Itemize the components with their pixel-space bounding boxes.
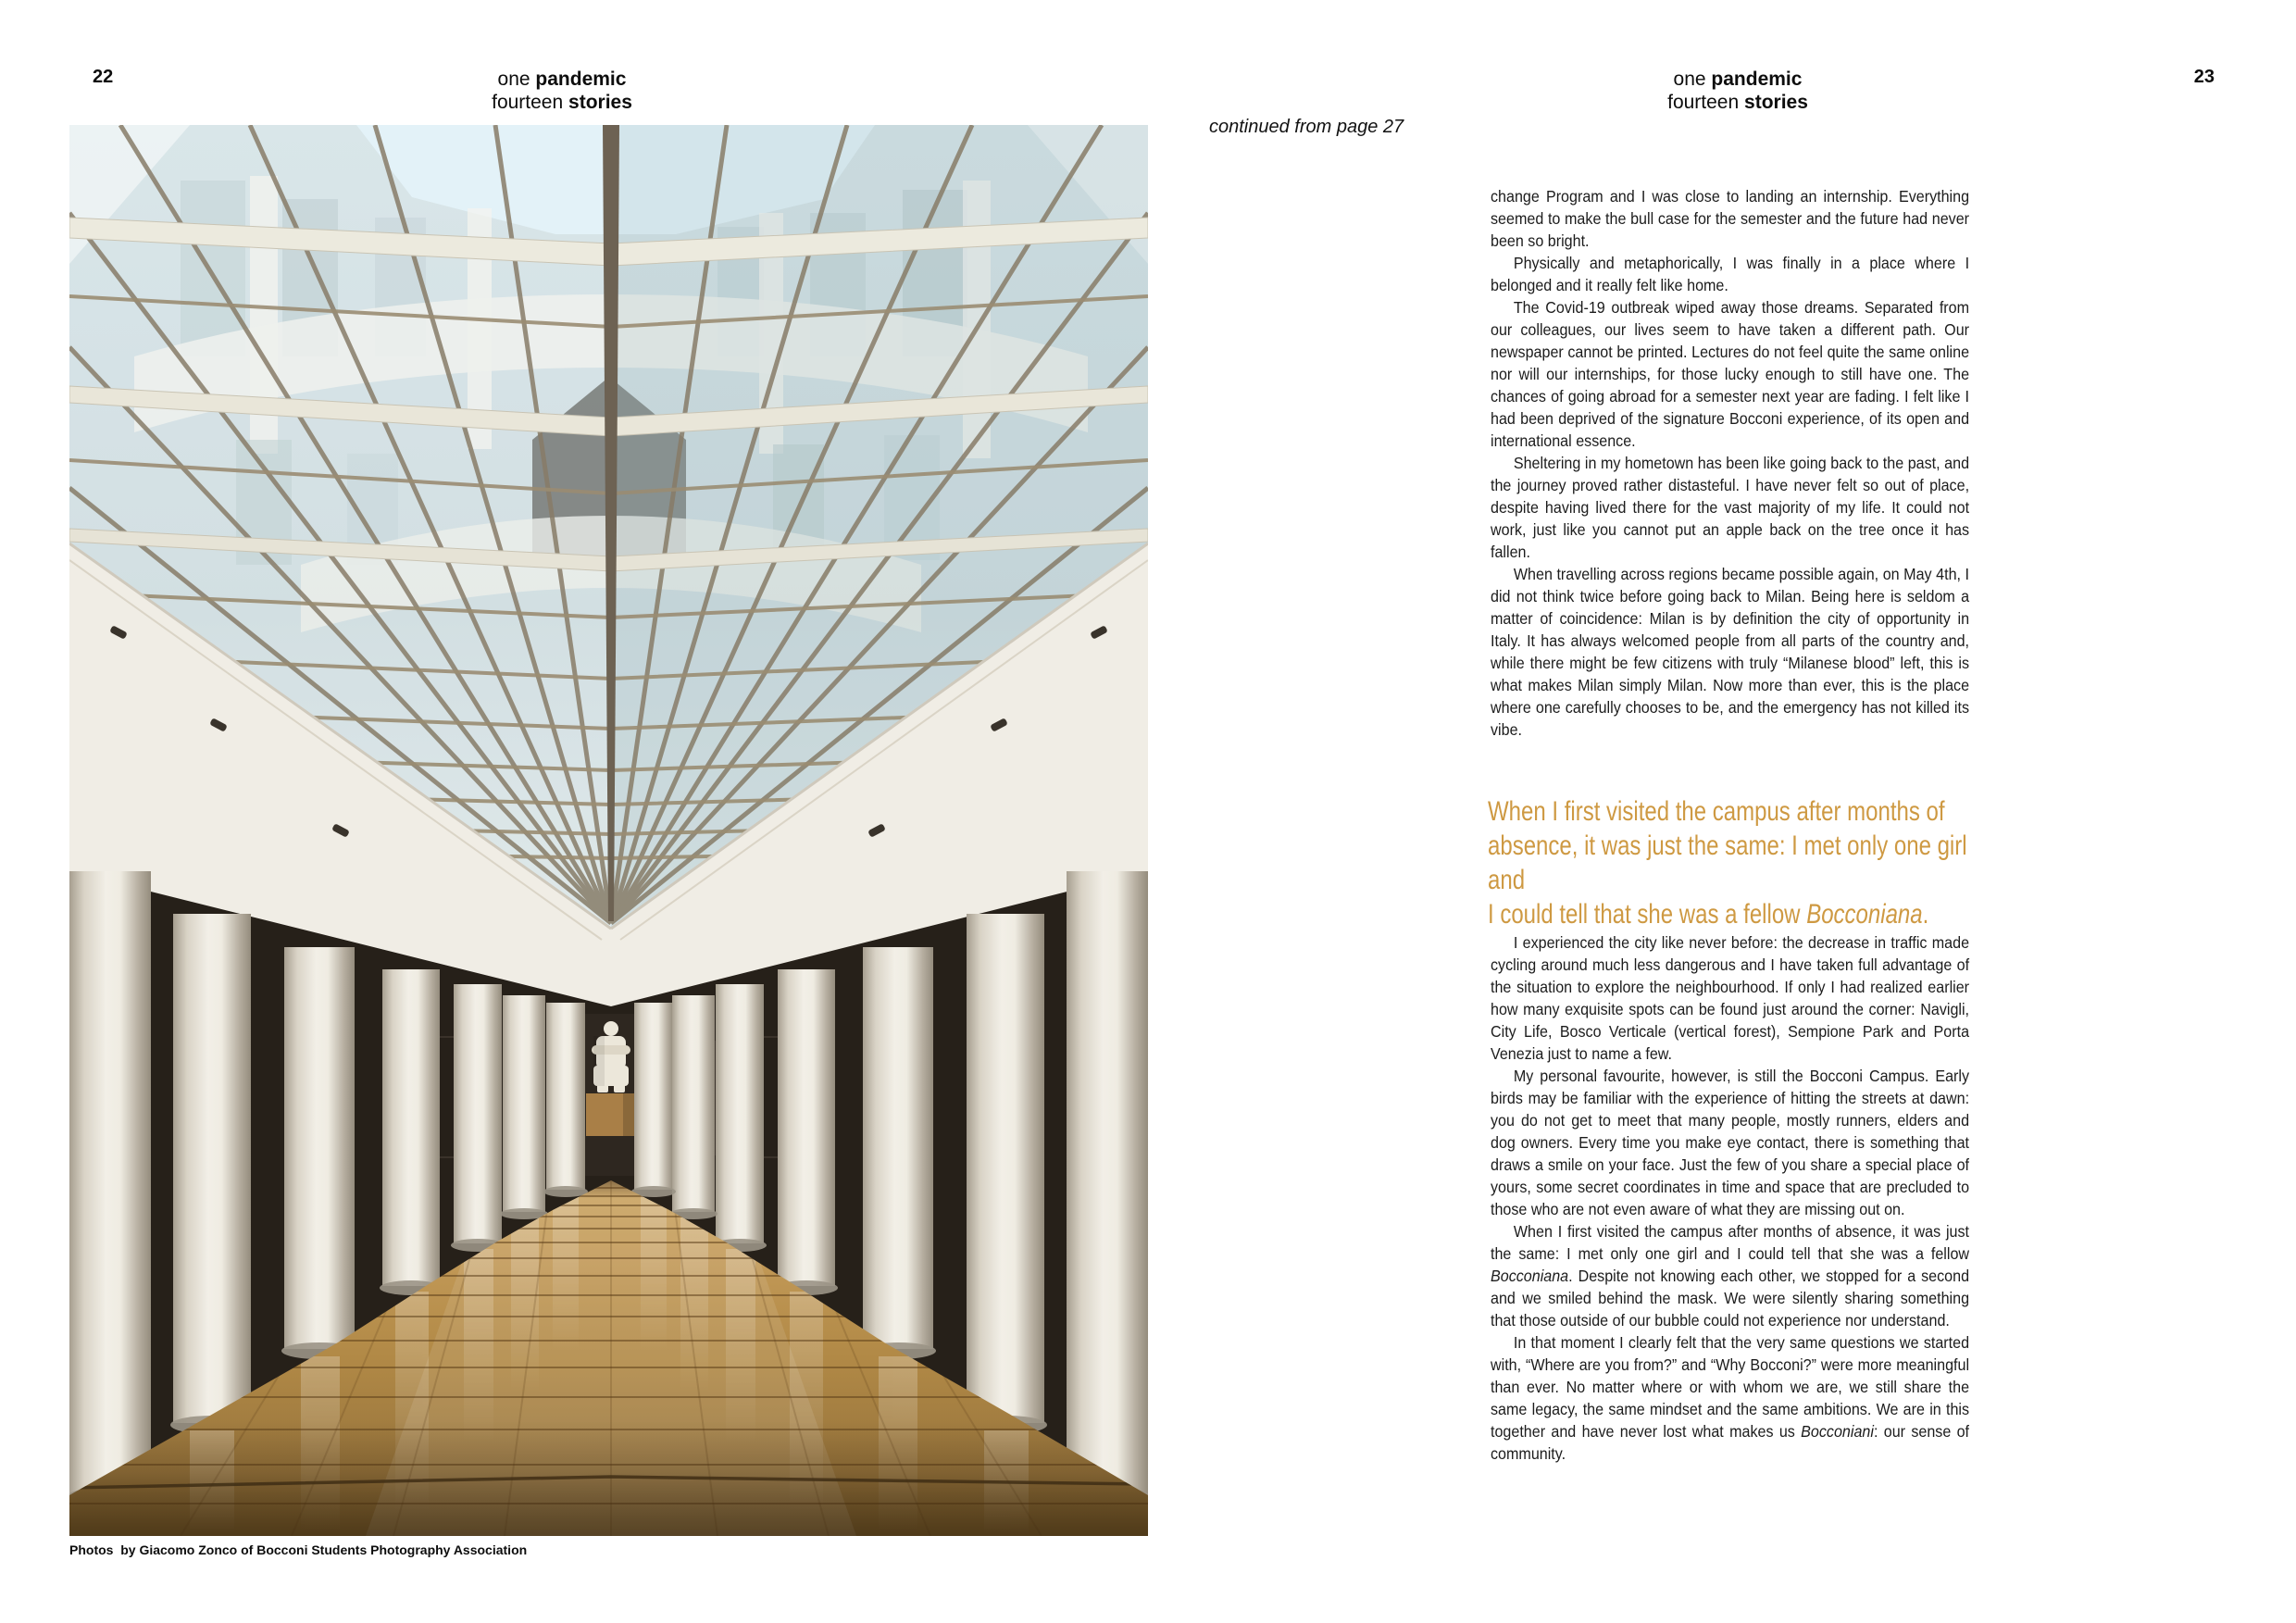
article-body-bottom — [1491, 931, 1969, 1465]
text-run: I could tell that she was a fellow — [1488, 899, 1807, 930]
text-run: Sheltering in my hometown has been like going back to the past, and the journey proved rather distasteful. I have never felt so out of place, despite having lived there for the vast majority of my life. It could not work, just like you cannot put an apple back on the tree once it has fallen. — [1491, 454, 1970, 561]
article-paragraph — [1491, 931, 1969, 1065]
text-run: When travelling across regions became possible again, on May 4th, I did not think twice before going back to Milan. Being here is seldom a matter of coincidence: Milan is by definition the city of opportunity in Italy. It has always welcomed people from all parts of the country and, while there might be few citizens with truly “Milanese blood” left, this is what makes Milan simply Milan. Now more than ever, this is the place where one carefully chooses to be, and the emergency has not killed its vibe. — [1491, 565, 1970, 739]
page-number-right: 23 — [2193, 67, 2215, 87]
pull-quote-line — [1488, 829, 2006, 897]
italic-text: Bocconiana — [1491, 1267, 1569, 1285]
text-run: : our sense of community. — [1491, 1422, 1970, 1463]
text-run: . — [1922, 899, 1929, 930]
pull-quote-line — [1488, 794, 2006, 829]
article-paragraph — [1491, 563, 1969, 741]
text-run: The Covid-19 outbreak wiped away those dreams. Separated from our colleagues, our lives seem to have taken a different path. Our newspaper cannot be printed. Lectures do not feel quite the same online nor will our internships, for those lucky enough to still have one. The chances of going abroad for a semester next year are fading. I felt like I had been deprived of the signature Bocconi experience, of its open and international essence. — [1491, 298, 1970, 450]
text-run: In that moment I clearly felt that the very same questions we started with, “Where are you from?” and “Why Bocconi?” were more meaningful than ever. No matter where or with whom we are, we still share the same legacy, the same mindset and the same ambitions. We are in this together and have never lost what makes us — [1491, 1333, 1970, 1441]
issue-header-right — [1553, 68, 1923, 114]
italic-text: Bocconiana — [1806, 899, 1923, 930]
issue-header-line2 — [1553, 91, 1923, 114]
article-paragraph — [1491, 452, 1969, 563]
issue-header-left — [377, 68, 747, 114]
text-run: When I first visited the campus after months of — [1488, 796, 1945, 827]
text-run: My personal favourite, however, is still the Bocconi Campus. Early birds may be familiar with the experience of hitting the streets at dawn: you do not get to meet that many people, mostly runners, elders and dog owners. Every time you make eye contact, there is something that draws a smile on your face. Just the few of you share a special place of yours, some secret coordinates in time and space that are precluded to those who are not even aware of what they are missing out on. — [1491, 1067, 1970, 1218]
text-run: absence, it was just the same: I met only one girl and — [1488, 830, 1967, 895]
header-word-stories: stories — [568, 92, 632, 113]
text-run: Physically and metaphorically, I was finally in a place where I belonged and it really felt like home. — [1491, 254, 1970, 294]
header-word-one: one — [497, 69, 536, 90]
pull-quote — [1488, 794, 2006, 931]
text-run: When I first visited the campus after months of absence, it was just the same: I met only one girl and I could tell that she was a fellow — [1491, 1222, 1970, 1263]
header-word-stories: stories — [1744, 92, 1808, 113]
issue-header-line2 — [377, 91, 747, 114]
pull-quote-line — [1488, 897, 2006, 931]
page-number-left: 22 — [93, 67, 114, 87]
header-word-pandemic: pandemic — [535, 69, 627, 90]
continued-note: continued from page 27 — [1209, 117, 1404, 137]
article-paragraph — [1491, 1331, 1969, 1465]
text-run: . Despite not knowing each other, we stopped for a second and we smiled behind the mask. We were silently sharing something that those outside of our bubble could not experience nor understand. — [1491, 1267, 1970, 1330]
article-paragraph — [1491, 1065, 1969, 1220]
photo-caption: Photos by Giacomo Zonco of Bocconi Students Photography Association — [69, 1542, 528, 1557]
atrium-photo — [69, 125, 1148, 1536]
article-paragraph — [1491, 252, 1969, 296]
article-paragraph — [1491, 296, 1969, 452]
article-body-top — [1491, 185, 1969, 741]
text-run: change Program and I was close to landing an internship. Everything seemed to make the bull case for the semester and the future had never been so bright. — [1491, 187, 1970, 250]
italic-text: Bocconiani — [1801, 1422, 1874, 1441]
article-paragraph — [1491, 1220, 1969, 1331]
text-run: I experienced the city like never before: the decrease in traffic made cycling around much less dangerous and I have taken full advantage of the situation to explore the neighbourhood. If only I had realized earlier how many exquisite spots can be found just around the corner: Navigli, City Life, Bosco Verticale (vertical forest), Sempione Park and Porta Venezia just to name a few. — [1491, 933, 1970, 1063]
header-word-fourteen: fourteen — [1667, 92, 1745, 113]
issue-header-line1 — [1553, 68, 1923, 91]
header-word-one: one — [1673, 69, 1712, 90]
header-word-pandemic: pandemic — [1711, 69, 1803, 90]
header-word-fourteen: fourteen — [492, 92, 569, 113]
issue-header-line1 — [377, 68, 747, 91]
article-paragraph — [1491, 185, 1969, 252]
